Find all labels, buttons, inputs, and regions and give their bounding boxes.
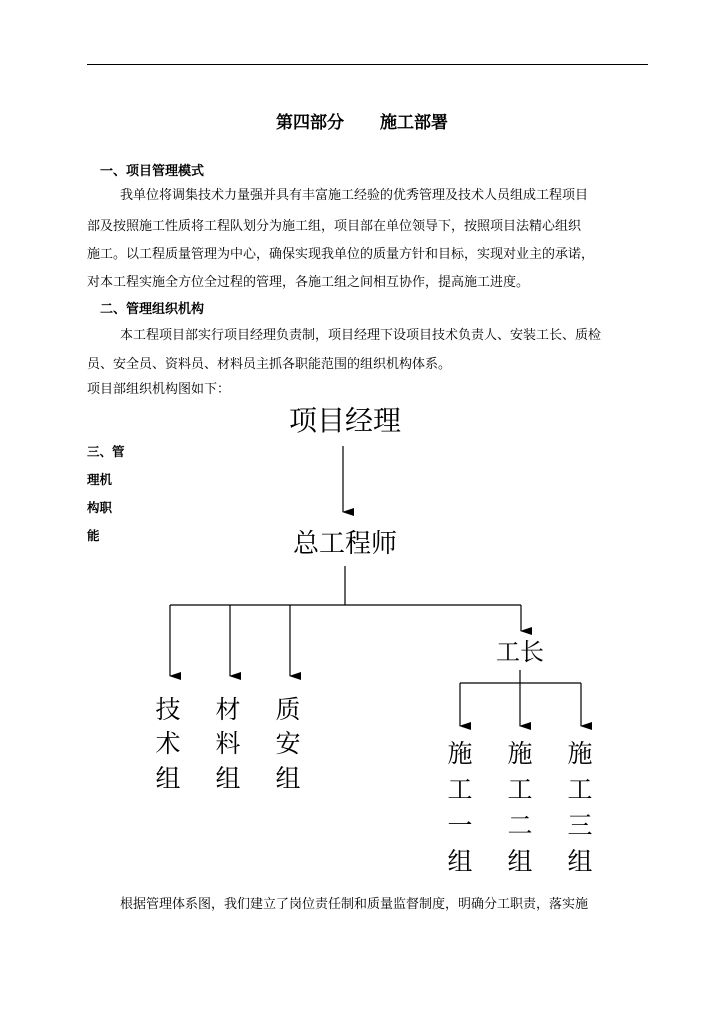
group-quality-char-3: 组 bbox=[275, 764, 301, 793]
org-foreman: 工长 bbox=[496, 638, 544, 666]
group-material bbox=[215, 695, 240, 793]
section3-heading-1: 三、管 bbox=[87, 444, 125, 459]
group-material-char-3: 组 bbox=[215, 764, 241, 793]
title-name: 施工部署 bbox=[380, 113, 448, 133]
group-construction-1-char-2: 工 bbox=[447, 775, 473, 804]
group-construction-1 bbox=[447, 739, 472, 876]
section2-line-2: 员、安全员、资料员、材料员主抓各职能范围的组织机构体系。 bbox=[87, 357, 452, 372]
section1-line-1: 我单位将调集技术力量强并具有丰富施工经验的优秀管理及技术人员组成工程项目 bbox=[120, 188, 589, 203]
group-material-char-2: 料 bbox=[215, 729, 241, 758]
group-quality bbox=[275, 695, 300, 793]
section3-heading-3: 构职 bbox=[87, 500, 113, 515]
footer-line: 根据管理体系图，我们建立了岗位责任制和质量监督制度，明确分工职责，落实施 bbox=[120, 897, 589, 912]
group-construction-1-char-3: 一 bbox=[447, 811, 473, 840]
group-construction-3-char-1: 施 bbox=[567, 739, 593, 768]
group-tech-char-1: 技 bbox=[155, 695, 181, 724]
section3-heading-4: 能 bbox=[87, 528, 100, 543]
group-tech-char-3: 组 bbox=[155, 764, 181, 793]
group-construction-2 bbox=[507, 739, 532, 876]
group-construction-1-char-4: 组 bbox=[447, 847, 473, 876]
section1-line-2: 部及按照施工性质将工程队划分为施工组，项目部在单位领导下，按照项目法精心组织 bbox=[87, 219, 582, 234]
group-tech bbox=[155, 695, 180, 793]
section3-heading-2: 理机 bbox=[87, 472, 113, 487]
org-chief-engineer: 总工程师 bbox=[292, 529, 398, 559]
group-construction-3-char-4: 组 bbox=[567, 847, 593, 876]
group-construction-3-char-3: 三 bbox=[567, 811, 593, 840]
group-quality-char-2: 安 bbox=[275, 729, 301, 758]
section2-heading: 二、管理组织机构 bbox=[100, 302, 205, 317]
group-construction-2-char-3: 二 bbox=[507, 811, 533, 840]
group-construction-2-char-2: 工 bbox=[507, 775, 533, 804]
org-root: 项目经理 bbox=[288, 404, 402, 437]
section2-line-1: 本工程项目部实行项目经理负责制，项目经理下设项目技术负责人、安装工长、质检 bbox=[120, 328, 602, 343]
section2-line-3: 项目部组织机构图如下： bbox=[87, 382, 231, 397]
group-tech-char-2: 术 bbox=[155, 729, 181, 758]
group-construction-2-char-4: 组 bbox=[507, 847, 533, 876]
group-construction-3-char-2: 工 bbox=[567, 775, 593, 804]
group-construction-2-char-1: 施 bbox=[507, 739, 533, 768]
section1-line-4: 对本工程实施全方位全过程的管理，各施工组之间相互协作，提高施工进度。 bbox=[87, 275, 530, 290]
group-quality-char-1: 质 bbox=[275, 695, 301, 724]
group-material-char-1: 材 bbox=[215, 695, 241, 724]
title-part: 第四部分 bbox=[276, 113, 344, 133]
group-construction-3 bbox=[567, 739, 592, 876]
group-construction-1-char-1: 施 bbox=[447, 739, 473, 768]
section1-heading: 一、项目管理模式 bbox=[100, 164, 205, 179]
section1-line-3: 施工。以工程质量管理为中心，确保实现我单位的质量方针和目标，实现对业主的承诺， bbox=[87, 247, 595, 262]
